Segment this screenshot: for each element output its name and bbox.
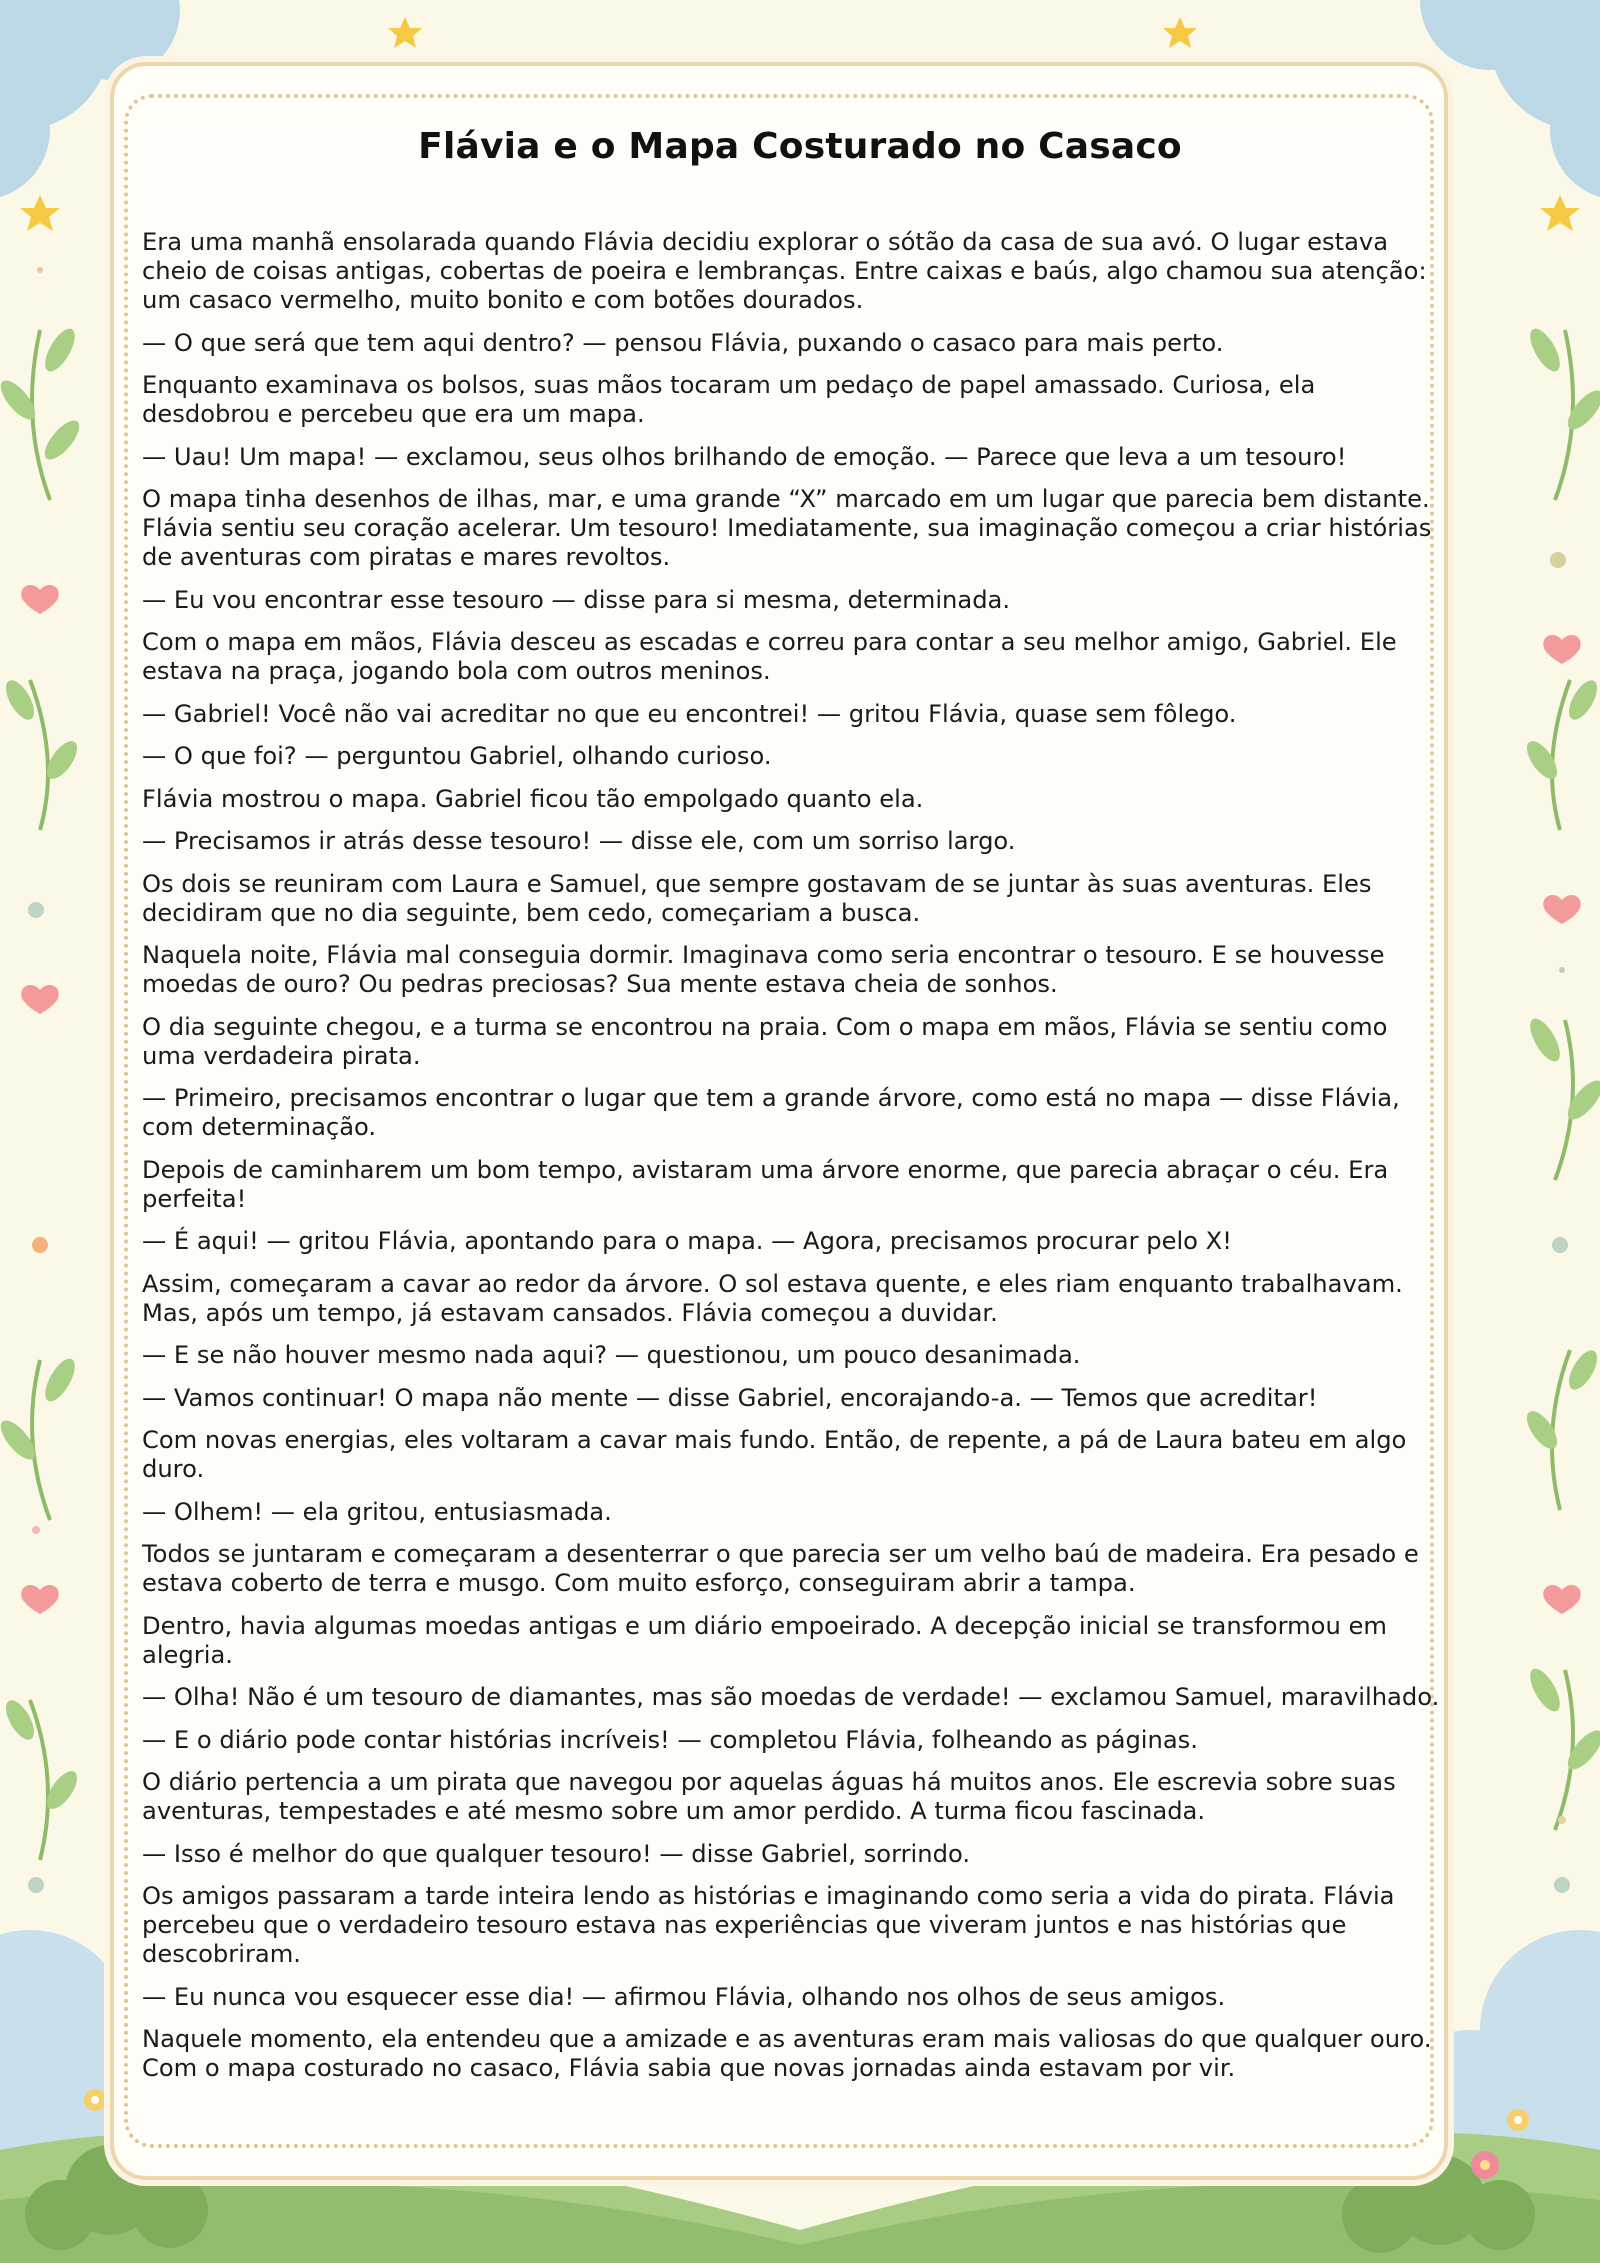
story-paragraph: Os amigos passaram a tarde inteira lendo as histórias e imaginando como seria a vida do pirata. Flávia percebeu que o verdadeiro tesouro estava nas experiências que viveram juntos e nas histórias que descobriram. [142,1882,1395,1968]
story-paragraph: — Vamos continuar! O mapa não mente — disse Gabriel, encorajando-a. — Temos que acreditar! [142,1383,1318,1412]
page-title: Flávia e o Mapa Costurado no Casaco [418,126,1182,167]
story-paragraph: O mapa tinha desenhos de ilhas, mar, e uma grande “X” marcado em um lugar que parecia bem distante. Flávia sentiu seu coração acelerar. Um tesouro! Imediatamente, sua imaginação começou a criar histórias de aventuras com piratas e mares revoltos. [142,485,1432,571]
story-paragraph: — Gabriel! Você não vai acreditar no que eu encontrei! — gritou Flávia, quase sem fôlego. [142,699,1237,728]
story-paragraph: Naquela noite, Flávia mal conseguia dormir. Imaginava como seria encontrar o tesouro. E se houvesse moedas de ouro? Ou pedras preciosas? Sua mente estava cheia de sonhos. [142,941,1385,998]
story-paragraph: — Precisamos ir atrás desse tesouro! — disse ele, com um sorriso largo. [142,827,1016,855]
story-paragraph: Enquanto examinava os bolsos, suas mãos tocaram um pedaço de papel amassado. Curiosa, ela desdobrou e percebeu que era um mapa. [142,371,1316,428]
story-paragraph: — E se não houver mesmo nada aqui? — questionou, um pouco desanimada. [142,1341,1081,1369]
story-paragraph: — Uau! Um mapa! — exclamou, seus olhos brilhando de emoção. — Parece que leva a um tesouro! [142,442,1347,471]
story-paragraph: Dentro, havia algumas moedas antigas e um diário empoeirado. A decepção inicial se transformou em alegria. [142,1611,1387,1669]
story-paragraph: O dia seguinte chegou, e a turma se encontrou na praia. Com o mapa em mãos, Flávia se sentiu como uma verdadeira pirata. [142,1012,1388,1070]
story-paragraph: Assim, começaram a cavar ao redor da árvore. O sol estava quente, e eles riam enquanto trabalhavam. Mas, após um tempo, já estavam cansados. Flávia começou a duvidar. [142,1269,1403,1327]
story-paragraph: — Isso é melhor do que qualquer tesouro! — disse Gabriel, sorrindo. [142,1839,971,1868]
story-paragraph: — E o diário pode contar histórias incríveis! — completou Flávia, folheando as páginas. [142,1725,1198,1754]
story-paragraph: Os dois se reuniram com Laura e Samuel, que sempre gostavam de se juntar às suas aventuras. Eles decidiram que no dia seguinte, bem cedo, começariam a busca. [142,869,1372,927]
story-paragraph: — O que será que tem aqui dentro? — pensou Flávia, puxando o casaco para mais perto. [142,328,1224,357]
story-paragraph: — Olha! Não é um tesouro de diamantes, mas são moedas de verdade! — exclamou Samuel, maravilhado. [142,1683,1440,1711]
story-paragraph: Era uma manhã ensolarada quando Flávia decidiu explorar o sótão da casa de sua avó. O lugar estava cheio de coisas antigas, cobertas de poeira e lembranças. Entre caixas e baús, algo chamou sua atenção: um casaco vermelho, muito bonito e com botões dourados. [142,228,1427,314]
story-paragraph: — Eu nunca vou esquecer esse dia! — afirmou Flávia, olhando nos olhos de seus amigos. [142,1982,1226,2011]
story-paragraph: — Primeiro, precisamos encontrar o lugar que tem a grande árvore, como está no mapa — disse Flávia, com determinação. [142,1084,1400,1141]
story-paragraph: — Olhem! — ela gritou, entusiasmada. [142,1497,612,1526]
story-paragraph: O diário pertencia a um pirata que navegou por aquelas águas há muitos anos. Ele escrevia sobre suas aventuras, tempestades e até mesmo sobre um amor perdido. A turma ficou fascinada. [142,1768,1396,1825]
story-body [142,228,1442,2097]
story-paragraph: — É aqui! — gritou Flávia, apontando para o mapa. — Agora, precisamos procurar pelo X! [142,1227,1232,1255]
story-paragraph: Flávia mostrou o mapa. Gabriel ficou tão empolgado quanto ela. [142,784,924,813]
story-paragraph: Todos se juntaram e começaram a desenterrar o que parecia ser um velho baú de madeira. Era pesado e estava coberto de terra e musgo. Com muito esforço, conseguiram abrir a tampa. [142,1540,1419,1597]
story-paragraph: Com o mapa em mãos, Flávia desceu as escadas e correu para contar a seu melhor amigo, Gabriel. Ele estava na praça, jogando bola com outros meninos. [142,628,1397,685]
story-paragraph: — O que foi? — perguntou Gabriel, olhando curioso. [142,742,772,770]
story-paragraph: Com novas energias, eles voltaram a cavar mais fundo. Então, de repente, a pá de Laura bateu em algo duro. [142,1426,1407,1483]
story-paragraph: — Eu vou encontrar esse tesouro — disse para si mesma, determinada. [142,585,1011,614]
story-paragraph: Naquele momento, ela entendeu que a amizade e as aventuras eram mais valiosas do que qualquer ouro. Com o mapa costurado no casaco, Flávia sabia que novas jornadas ainda estavam por vir. [142,2025,1432,2082]
story-paragraph: Depois de caminharem um bom tempo, avistaram uma árvore enorme, que parecia abraçar o céu. Era perfeita! [142,1155,1389,1213]
